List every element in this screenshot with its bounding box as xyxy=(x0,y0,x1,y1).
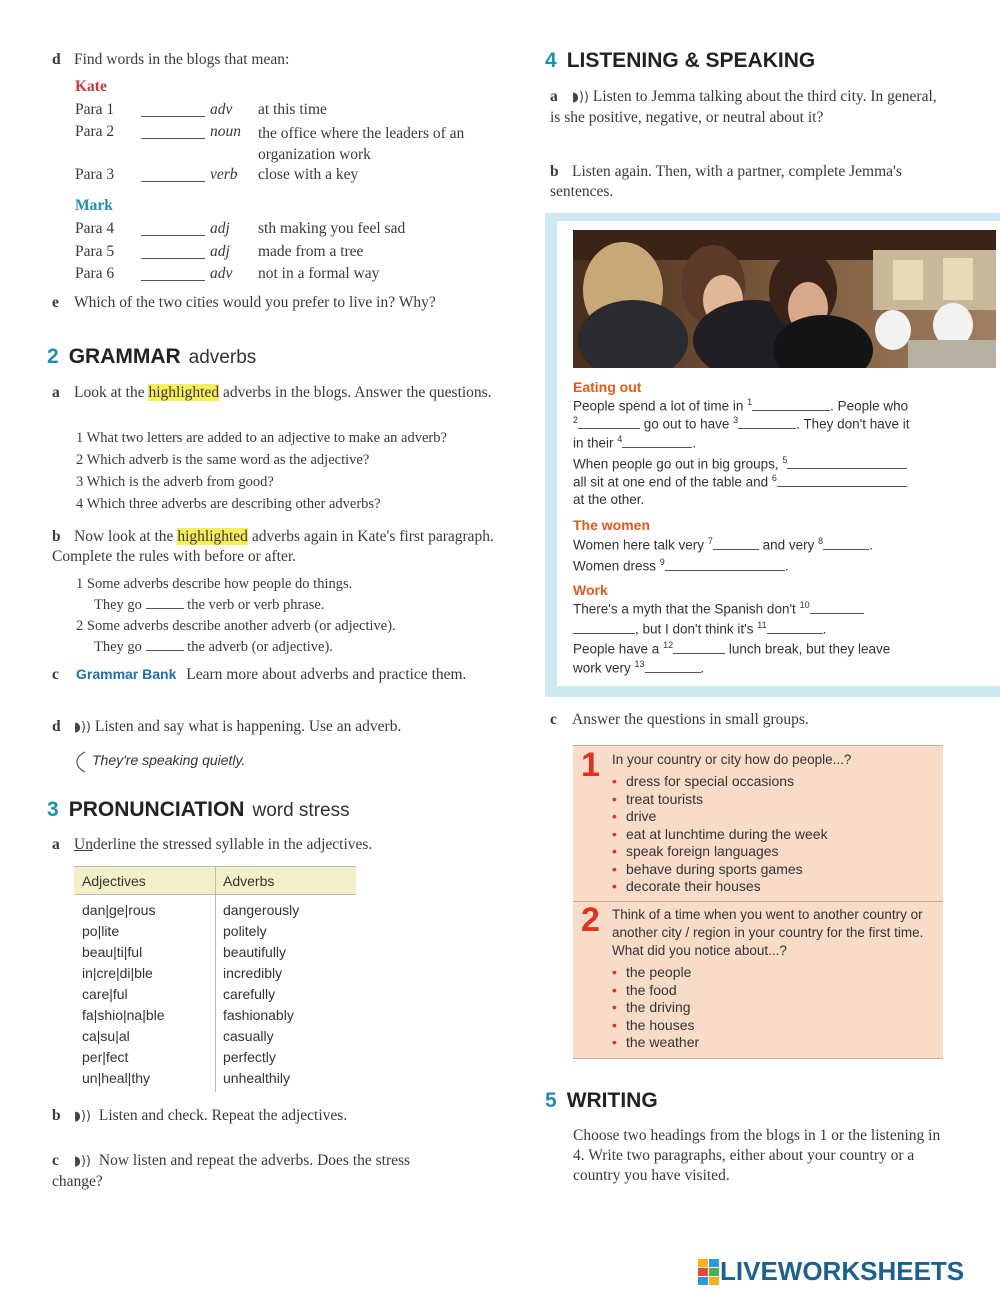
grammar-b: b Now look at the highlighted adverbs again in Kate's first paragraph. Complete the rules with before or after. xyxy=(52,528,494,565)
adjective-cell[interactable]: beau|ti|ful xyxy=(82,944,143,960)
answer-blank[interactable] xyxy=(578,417,640,429)
answer-blank[interactable] xyxy=(810,602,864,614)
grammar-b-rules: 1 Some adverbs describe how people do things. They go the verb or verb phrase. 2 Some adverbs describe another adverb (or adjective). They go the adverb (or adjective). xyxy=(76,576,396,655)
adjective-cell[interactable]: dan|ge|rous xyxy=(82,902,156,918)
pron-b: b ◗)) Listen and check. Repeat the adjectives. xyxy=(52,1107,348,1124)
list-item: • the weather xyxy=(612,1034,699,1052)
answer-blank[interactable] xyxy=(141,166,205,182)
adverb-cell: perfectly xyxy=(223,1049,276,1065)
table-divider xyxy=(215,866,216,1092)
para-row: Para 4 adj sth making you feel sad xyxy=(75,220,406,237)
mark-label: Mark xyxy=(75,197,113,214)
adverb-cell: casually xyxy=(223,1028,274,1044)
pronunciation-heading: 3 PRONUNCIATION word stress xyxy=(47,798,350,821)
adverb-cell: fashionably xyxy=(223,1007,294,1023)
adjective-cell[interactable]: un|heal|thy xyxy=(82,1070,150,1086)
answer-blank[interactable] xyxy=(141,265,205,281)
adjective-cell[interactable]: in|cre|di|ble xyxy=(82,965,153,981)
logo-grid-icon xyxy=(698,1259,720,1285)
list-item: • the driving xyxy=(612,999,699,1017)
audio-icon[interactable]: ◗)) xyxy=(572,90,589,105)
listening-heading: 4 LISTENING & SPEAKING xyxy=(545,49,816,72)
grammar-a-questions: 1 What two letters are added to an adjective to make an adverb? 2 Which adverb is the same word as the adjective? 3 Which is the adverb from good? 4 Which three adverbs are describing other adverbs? xyxy=(76,430,447,512)
exercise-e: e Which of the two cities would you prefer to live in? Why? xyxy=(52,294,436,311)
answer-blank[interactable] xyxy=(823,538,869,550)
speech-example: They're speaking quietly. xyxy=(75,752,245,770)
answer-blank[interactable] xyxy=(673,642,725,654)
adjective-cell[interactable]: care|ful xyxy=(82,986,128,1002)
audio-icon[interactable]: ◗)) xyxy=(74,1154,91,1169)
question-2-list xyxy=(612,964,699,1052)
list-item: • eat at lunchtime during the week xyxy=(612,826,828,844)
list-item: • speak foreign languages xyxy=(612,843,828,861)
audio-icon[interactable]: ◗)) xyxy=(74,1109,91,1124)
answer-blank[interactable] xyxy=(141,243,205,259)
audio-icon[interactable]: ◗)) xyxy=(74,720,91,735)
answer-blank[interactable] xyxy=(713,538,759,550)
adverb-cell: beautifully xyxy=(223,944,287,960)
list-item: • dress for special occasions xyxy=(612,773,828,791)
box-divider xyxy=(573,901,943,902)
list-item: • the people xyxy=(612,964,699,982)
answer-blank[interactable] xyxy=(777,475,907,487)
listening-b: b Listen again. Then, with a partner, complete Jemma's sentences. xyxy=(550,163,902,200)
writing-instructions: Choose two headings from the blogs in 1 or the listening in 4. Write two paragraphs, either about your country or a country you have visited. xyxy=(573,1127,941,1184)
grammar-bank-link[interactable]: Grammar Bank xyxy=(76,666,177,682)
answer-blank[interactable] xyxy=(645,661,701,673)
adjective-cell[interactable]: po|lite xyxy=(82,923,120,939)
answer-blank[interactable] xyxy=(146,596,184,609)
para-row: Para 5 adj made from a tree xyxy=(75,243,364,260)
list-item: • the houses xyxy=(612,1017,699,1035)
liveworksheets-logo: LIVEWORKSHEETS xyxy=(698,1256,964,1287)
list-item: • behave during sports games xyxy=(612,861,828,879)
stress-table-header: Adjectives Adverbs xyxy=(74,866,356,895)
adverb-cell: politely xyxy=(223,923,267,939)
adverb-cell: dangerously xyxy=(223,902,300,918)
adverb-cell: incredibly xyxy=(223,965,283,981)
adjective-cell[interactable]: ca|su|al xyxy=(82,1028,130,1044)
grammar-d: d ◗)) Listen and say what is happening. Use an adverb. xyxy=(52,718,402,735)
exercise-d: d Find words in the blogs that mean: xyxy=(52,51,290,68)
para-row: Para 2 noun the office where the leaders of an organization work xyxy=(75,123,465,163)
grammar-a: a Look at the highlighted adverbs in the blogs. Answer the questions. xyxy=(52,384,492,401)
listening-c: c Answer the questions in small groups. xyxy=(550,711,809,728)
answer-blank[interactable] xyxy=(146,638,184,651)
question-number-1: 1 xyxy=(581,746,600,784)
adverb-cell: carefully xyxy=(223,986,276,1002)
pron-c: c ◗)) Now listen and repeat the adverbs. Does the stress change? xyxy=(52,1152,411,1190)
answer-blank[interactable] xyxy=(752,399,830,411)
answer-blank[interactable] xyxy=(141,101,205,117)
restaurant-photo xyxy=(573,230,996,368)
pron-a: a Underline the stressed syllable in the adjectives. xyxy=(52,836,373,853)
para-row: Para 6 adv not in a formal way xyxy=(75,265,380,282)
para-row: Para 1 adv at this time xyxy=(75,101,327,118)
answer-blank[interactable] xyxy=(573,622,635,634)
speech-bracket-icon xyxy=(75,750,89,774)
answer-blank[interactable] xyxy=(738,417,796,429)
list-item: • treat tourists xyxy=(612,791,828,809)
question-1-list xyxy=(612,773,828,896)
answer-blank[interactable] xyxy=(665,559,785,571)
adverb-cell: unhealthily xyxy=(223,1070,290,1086)
question-number-2: 2 xyxy=(581,901,600,939)
answer-blank[interactable] xyxy=(622,436,692,448)
grammar-heading: 2 GRAMMAR adverbs xyxy=(47,345,257,368)
list-item: • decorate their houses xyxy=(612,878,828,896)
kate-label: Kate xyxy=(75,78,107,95)
answer-blank[interactable] xyxy=(141,123,205,139)
answer-blank[interactable] xyxy=(787,457,907,469)
list-item: • the food xyxy=(612,982,699,1000)
answer-blank[interactable] xyxy=(767,622,823,634)
grammar-c: c Grammar Bank Learn more about adverbs and practice them. xyxy=(52,666,467,683)
adjective-cell[interactable]: fa|shio|na|ble xyxy=(82,1007,165,1023)
adjective-cell[interactable]: per|fect xyxy=(82,1049,129,1065)
para-row: Para 3 verb close with a key xyxy=(75,166,359,183)
answer-blank[interactable] xyxy=(141,220,205,236)
listening-a: a ◗)) Listen to Jemma talking about the third city. In general, is she positive, negative, or neutral about it? xyxy=(550,88,937,126)
list-item: • drive xyxy=(612,808,828,826)
writing-heading: 5 WRITING xyxy=(545,1089,658,1112)
